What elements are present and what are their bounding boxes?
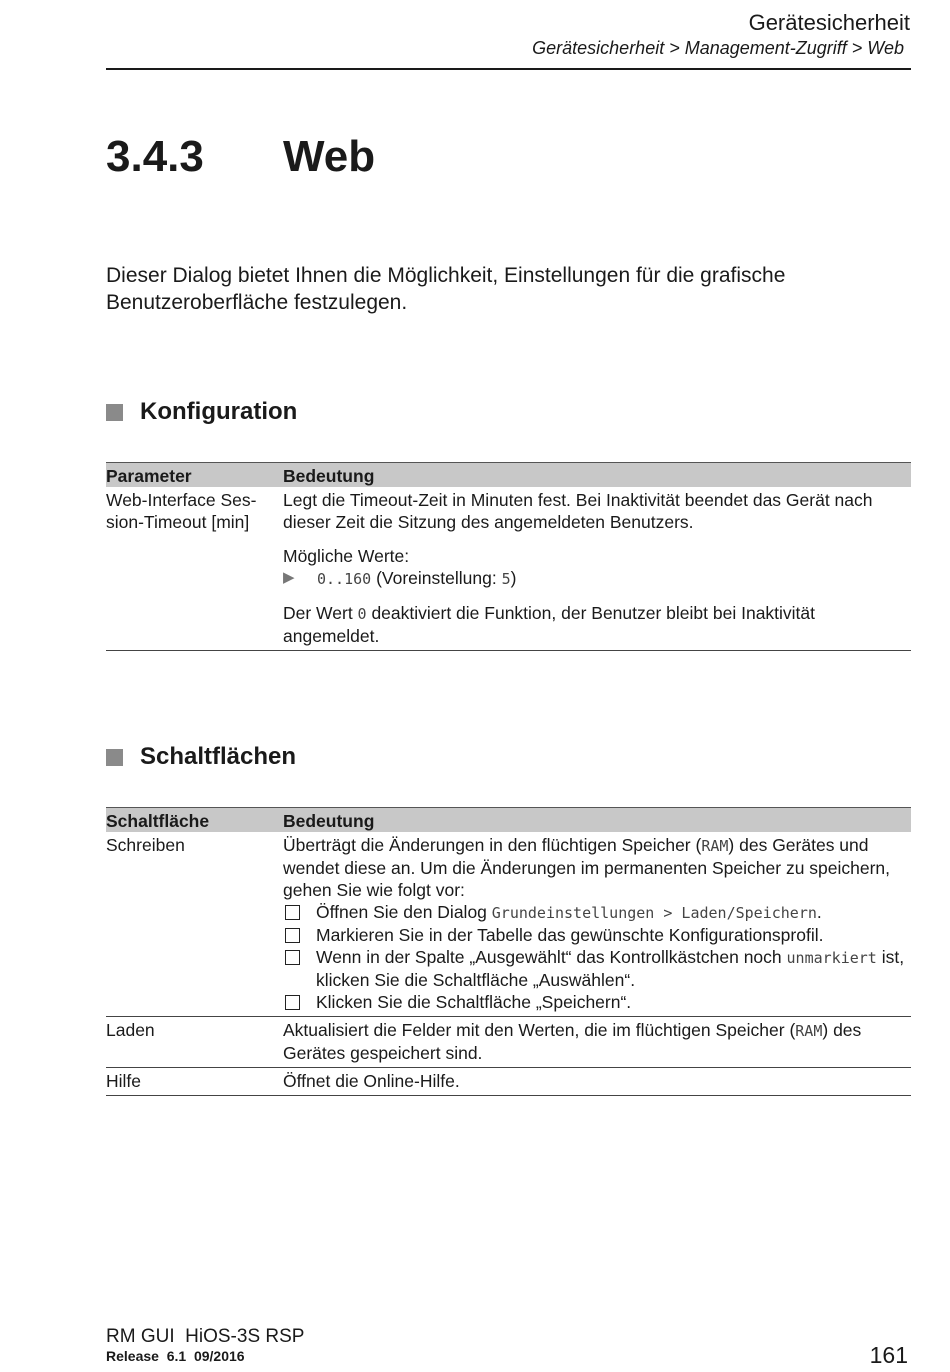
page-number: 161 [869, 1342, 908, 1368]
column-header: Bedeutung [283, 808, 911, 833]
parameter-label: Web-Interface Ses-sion-Timeout [min] [106, 490, 257, 532]
footer-release: Release 6.1 09/2016 [106, 1348, 245, 1364]
section-title: Schaltflächen [140, 743, 297, 770]
parameter-name [106, 487, 283, 651]
list-item [283, 901, 911, 924]
section-square-icon [106, 749, 123, 766]
header-rule [106, 68, 911, 70]
list-item [283, 991, 911, 1013]
table-row [106, 487, 911, 651]
konfiguration-table [106, 462, 911, 651]
button-name: Laden [106, 1017, 283, 1068]
breadcrumb: Gerätesicherheit > Management-Zugriff > Web [532, 38, 904, 58]
note-value: 0 [357, 605, 367, 623]
default-prefix: (Voreinstellung: [376, 568, 502, 588]
ram-code: RAM [795, 1022, 823, 1040]
description-text: Legt die Timeout-Zeit in Minuten fest. Bei Inaktivität beendet das Gerät nach dieser Zeit die Sitzung des angemeldeten Benutzers. [283, 490, 873, 532]
step-text: Markieren Sie in der Tabelle das gewünschte Konfigurationsprofil. [316, 925, 824, 945]
section-square-icon [106, 404, 123, 421]
table-row [106, 832, 911, 1017]
section-schaltflaechen [106, 743, 296, 771]
button-description [283, 1017, 911, 1068]
text-part: Wenn in der Spalte „Ausgewählt“ das Kontrollkästchen noch [316, 947, 787, 967]
possible-values [283, 545, 911, 590]
note-prefix: Der Wert [283, 603, 358, 623]
list-item [283, 946, 911, 991]
triangle-bullet-icon: ▶ [283, 569, 295, 586]
column-header: Parameter [106, 463, 283, 488]
checkbox-bullet-icon [285, 995, 300, 1010]
chapter-heading [106, 132, 375, 182]
table-row [106, 1017, 911, 1068]
description-text [283, 834, 911, 901]
table-header-row [106, 808, 911, 833]
running-header-title: Gerätesicherheit [748, 10, 910, 35]
checkbox-state: unmarkiert [786, 949, 877, 967]
step-text: Klicken Sie die Schaltfläche „Speichern“. [316, 992, 632, 1012]
section-konfiguration [106, 398, 297, 426]
table-row [106, 1068, 911, 1096]
text-part: ) des Gerätes gespeichert sind. [283, 1020, 862, 1063]
value-list-item [283, 567, 911, 590]
parameter-description [283, 487, 911, 651]
values-label: Mögliche Werte: [283, 546, 410, 566]
chapter-title: Web [283, 132, 376, 181]
column-header: Bedeutung [283, 463, 911, 488]
text-part: Aktualisiert die Felder mit den Werten, die im flüchtigen Speicher ( [283, 1020, 796, 1040]
step-list [283, 901, 911, 1013]
checkbox-bullet-icon [285, 928, 300, 943]
button-name: Schreiben [106, 832, 283, 1017]
dialog-path: Grundeinstellungen > Laden/Speichern [491, 904, 817, 922]
footer-product: RM GUI HiOS-3S RSP [106, 1326, 305, 1347]
section-title: Konfiguration [140, 398, 298, 425]
button-name: Hilfe [106, 1068, 283, 1096]
list-item [283, 924, 911, 946]
text-part: ist, klicken Sie die Schaltfläche „Auswählen“. [316, 947, 905, 990]
checkbox-bullet-icon [285, 950, 300, 965]
button-description: Öffnet die Online-Hilfe. [283, 1068, 911, 1096]
schaltflaechen-table [106, 807, 911, 1096]
table-header-row [106, 463, 911, 488]
value-range: 0..160 [317, 570, 372, 588]
text-part: ) des Gerätes und wendet diese an. Um die Änderungen im permanenten Speicher zu speichern, gehen Sie wie folgt vor: [283, 835, 891, 900]
default-suffix: ) [510, 568, 517, 588]
chapter-number: 3.4.3 [106, 132, 204, 181]
text-part: Überträgt die Änderungen in den flüchtigen Speicher ( [283, 835, 702, 855]
button-description [283, 832, 911, 1017]
text-part: . [816, 902, 822, 922]
column-header: Schaltfläche [106, 808, 283, 833]
checkbox-bullet-icon [285, 905, 300, 920]
value-note [283, 602, 911, 647]
text-part: Öffnen Sie den Dialog [316, 902, 492, 922]
default-value: 5 [501, 570, 511, 588]
note-suffix: deaktiviert die Funktion, der Benutzer bleibt bei Inaktivität angemeldet. [283, 603, 816, 646]
intro-paragraph: Dieser Dialog bietet Ihnen die Möglichkeit, Einstellungen für die grafische Benutzeroberfläche festzulegen. [106, 264, 786, 314]
ram-code: RAM [701, 837, 729, 855]
